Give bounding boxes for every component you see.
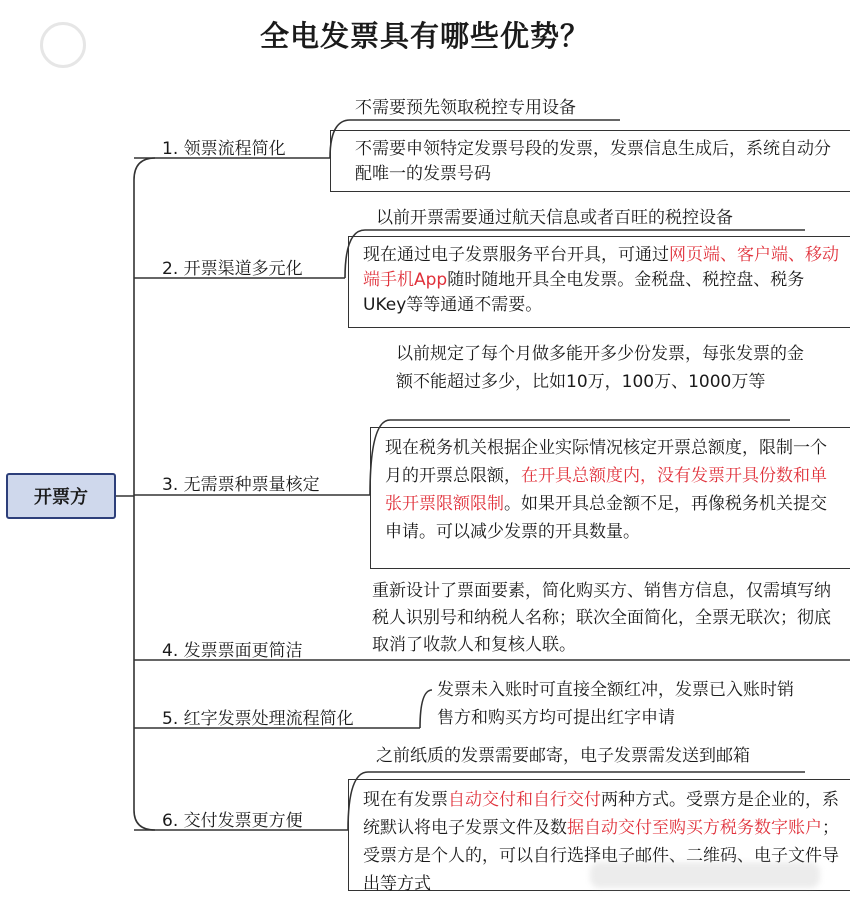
branch-3-label: 3. 无需票种票量核定 — [162, 475, 320, 495]
root-node — [6, 473, 116, 519]
branch-3-item-2-text: 现在税务机关根据企业实际情况核定开票总额度，限制一个月的开票总限额， — [385, 438, 827, 486]
branch-6-item-2-highlight-2: 据自动交付至购买方税务数字账户 — [567, 818, 822, 838]
branch-6-label: 6. 交付发票更方便 — [162, 811, 303, 831]
branch-2-item-1: 以前开票需要通过航天信息或者百旺的税控设备 — [376, 208, 733, 228]
branch-5-label: 5. 红字发票处理流程简化 — [162, 709, 354, 729]
branch-1-label: 1. 领票流程简化 — [162, 139, 286, 159]
branch-6-item-2-text: 现在有发票 — [363, 790, 448, 810]
branch-6-item-2-text-mid: 两种方式。受票方是企业的，系统默认将电子发票文件及数 — [363, 790, 839, 838]
root-label: 开票方 — [34, 487, 88, 508]
branch-3-item-2-highlight: 在开具总额度内，没有发票开具份数和单张开票限额限制 — [385, 466, 827, 514]
branch-2-item-2-highlight: 网页端、客户端、移动端手机App — [363, 245, 839, 290]
branch-1-item-2-box — [330, 130, 850, 192]
branch-4-item-1: 重新设计了票面要素，简化购买方、销售方信息，仅需填写纳税人识别号和纳税人名称；联次全面简化，全票无联次；彻底取消了收款人和复核人联。 — [372, 581, 831, 655]
branch-6-item-2-highlight: 自动交付和自行交付 — [448, 790, 601, 810]
branch-6-item-2-text-end: ；受票方是个人的，可以自行选择电子邮件、二维码、电子文件导出等方式 — [363, 818, 839, 894]
branch-2-item-2-text: 现在通过电子发票服务平台开具，可通过 — [363, 245, 669, 265]
branch-2-label: 2. 开票渠道多元化 — [162, 259, 303, 279]
page-title: 全电发票具有哪些优势？ — [259, 19, 590, 53]
watermark-smudge — [590, 862, 820, 888]
branch-4-label: 4. 发票票面更简洁 — [162, 641, 303, 661]
branch-2-item-2-text-end: 随时随地开具全电发票。金税盘、税控盘、税务UKey等等通通不需要。 — [363, 270, 805, 315]
branch-3-item-2-box — [370, 427, 850, 569]
branch-1-item-2: 不需要申领特定发票号段的发票，发票信息生成后，系统自动分配唯一的发票号码 — [355, 139, 831, 184]
branch-6-item-1: 之前纸质的发票需要邮寄，电子发票需发送到邮箱 — [376, 746, 750, 766]
branch-1-item-1: 不需要预先领取税控专用设备 — [355, 98, 576, 118]
branch-3-item-2-text-end: 。如果开具总金额不足，再像税务机关提交申请。可以减少发票的开具数量。 — [385, 494, 827, 542]
branch-3-item-1: 以前规定了每个月做多能开多少份发票，每张发票的金额不能超过多少，比如10万，100万、1000万等 — [396, 344, 804, 392]
branch-5-item-1: 发票未入账时可直接全额红冲，发票已入账时销售方和购买方均可提出红字申请 — [437, 680, 794, 728]
branch-2-item-2-box — [348, 236, 850, 328]
